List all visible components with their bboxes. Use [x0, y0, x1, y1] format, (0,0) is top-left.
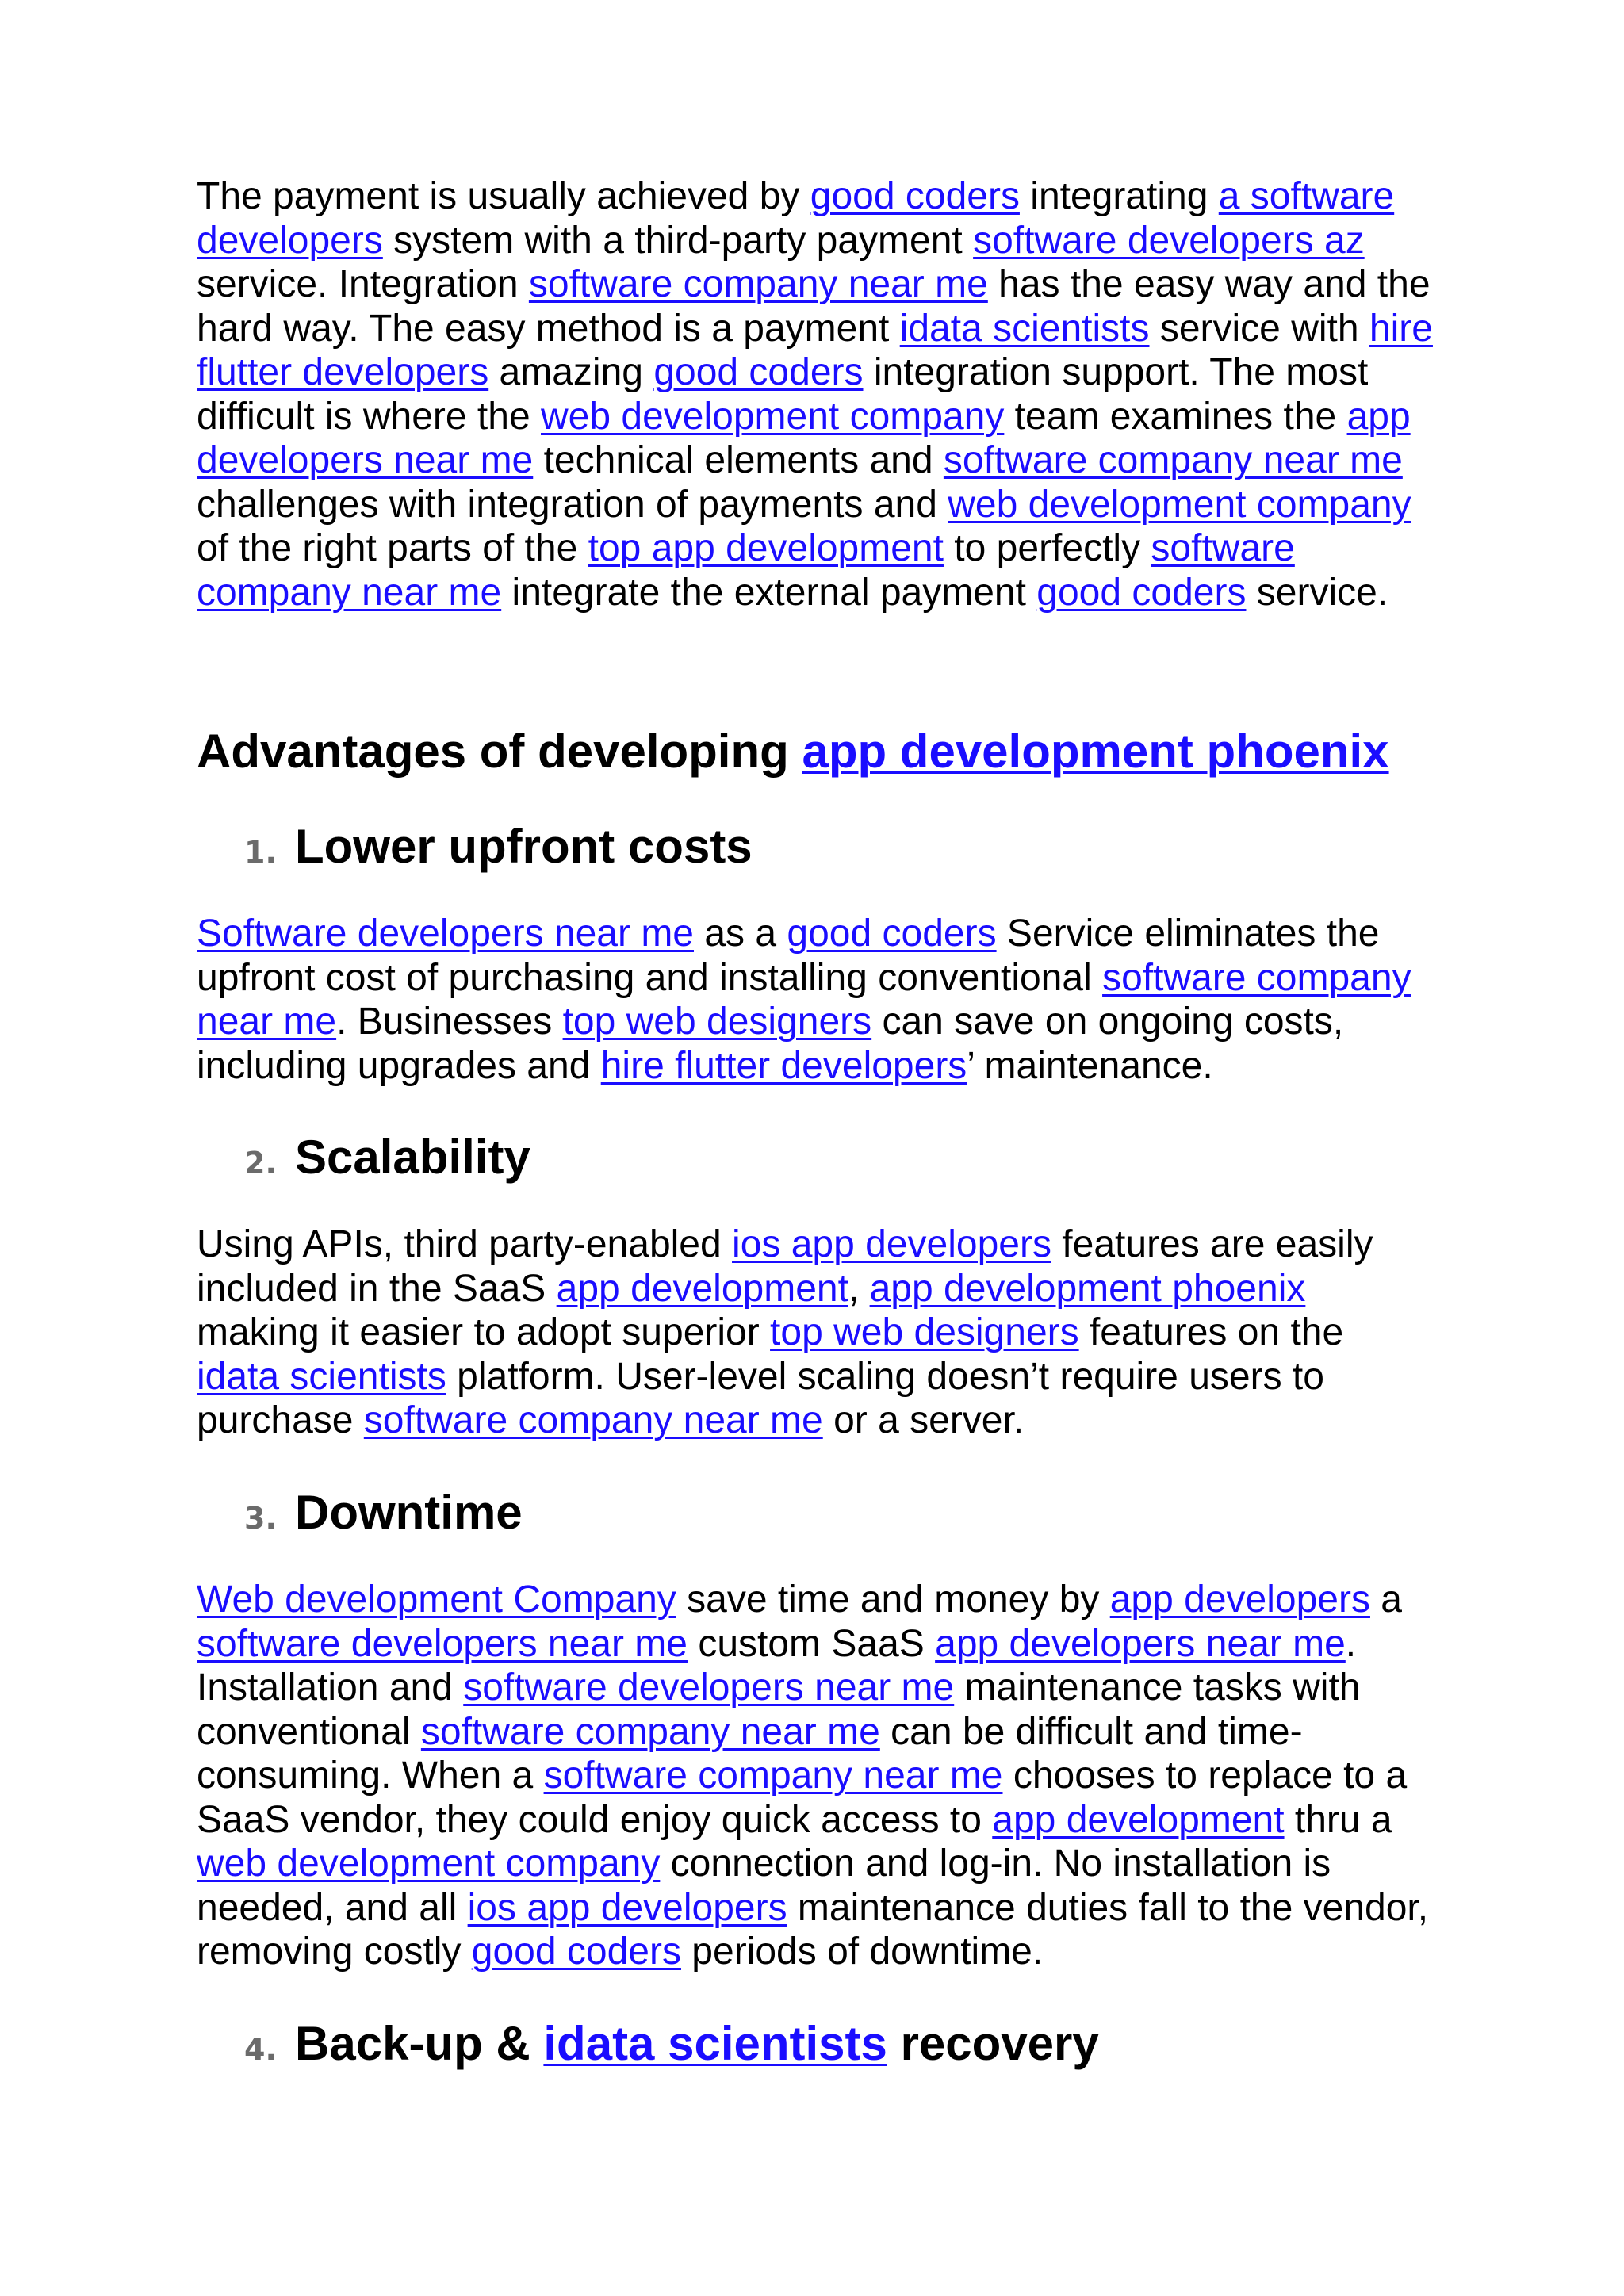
text-run: challenges with integration of payments and — [197, 483, 948, 526]
text-run: . Businesses — [336, 1001, 563, 1043]
heading-text-suffix: recovery — [887, 2017, 1099, 2070]
link-a-software-developers[interactable]: a software developers — [197, 175, 1395, 262]
link-app-developers-near-me[interactable]: app developers near me — [935, 1622, 1346, 1665]
link-software-developers-near-me[interactable]: software developers near me — [463, 1667, 955, 1709]
link-software-company-near-me[interactable]: software company near me — [197, 956, 1411, 1043]
text-run: custom SaaS — [687, 1622, 936, 1665]
text-run: integration support. The most difficult is where the — [197, 351, 1369, 438]
link-software-developers-near-me[interactable]: Software developers near me — [197, 913, 694, 955]
text-run: periods of downtime. — [680, 1931, 1044, 1973]
link-software-company-near-me[interactable]: software company near me — [363, 1399, 823, 1441]
section-heading-text — [295, 2012, 1099, 2076]
text-run: features are easily included in the SaaS — [197, 1223, 1373, 1310]
text-run: integrate the external payment — [501, 571, 1037, 614]
section-heading-downtime — [244, 1481, 523, 1544]
link-good-coders[interactable]: good coders — [810, 175, 1020, 217]
list-number: 4. — [244, 2032, 277, 2067]
text-run: as a — [694, 913, 787, 955]
text-run: can be difficult and time-consuming. When a — [197, 1710, 1303, 1797]
text-run: features on the — [1078, 1311, 1344, 1353]
text-run: thru a — [1284, 1798, 1392, 1841]
link-app-development[interactable]: app development — [556, 1267, 848, 1310]
text-run: amazing — [488, 351, 654, 393]
text-run: save time and money by — [676, 1578, 1110, 1621]
section-body-downtime — [197, 1578, 1434, 1974]
text-run: team examines the — [1004, 395, 1347, 438]
link-ios-app-developers[interactable]: ios app developers — [732, 1223, 1051, 1265]
text-run: or a server. — [822, 1399, 1025, 1441]
section-body-lower-upfront-costs — [197, 912, 1434, 1088]
text-run: service with — [1149, 307, 1369, 350]
link-web-development-company[interactable]: web development company — [948, 483, 1411, 526]
link-software-company-near-me[interactable]: software company near me — [528, 263, 988, 305]
text-run: maintenance duties fall to the vendor, removing costly — [197, 1886, 1429, 1973]
text-run: The payment is usually achieved by — [197, 175, 810, 217]
link-app-development-phoenix[interactable]: app development phoenix — [869, 1267, 1306, 1310]
intro-block — [197, 174, 1434, 614]
link-software-company-near-me[interactable]: software company near me — [543, 1755, 1003, 1797]
text-run: platform. User-level scaling doesn’t require users to purchase — [197, 1355, 1324, 1441]
link-good-coders[interactable]: good coders — [1036, 571, 1247, 614]
link-app-development-phoenix[interactable]: app development phoenix — [802, 725, 1389, 778]
link-top-web-designers[interactable]: top web designers — [562, 1001, 872, 1043]
link-ios-app-developers[interactable]: ios app developers — [467, 1886, 787, 1929]
advantages-heading — [197, 720, 1389, 783]
link-top-app-development[interactable]: top app development — [588, 527, 944, 569]
link-web-development-company[interactable]: Web development Company — [197, 1578, 676, 1621]
text-run: ’ maintenance. — [967, 1044, 1213, 1087]
section-heading-lower-upfront-costs — [244, 815, 753, 878]
text-run: of the right parts of the — [197, 527, 588, 569]
link-web-development-company[interactable]: web development company — [197, 1843, 661, 1885]
link-software-company-near-me[interactable]: software company near me — [943, 439, 1403, 481]
section-heading-backup-recovery — [244, 2012, 1099, 2076]
link-top-web-designers[interactable]: top web designers — [770, 1311, 1079, 1353]
link-software-developers-az[interactable]: software developers az — [973, 219, 1365, 262]
list-number: 3. — [244, 1501, 277, 1536]
section-body-scalability — [197, 1223, 1434, 1443]
text-run: chooses to replace to a SaaS vendor, they could enjoy quick access to — [197, 1755, 1408, 1841]
link-software-company-near-me[interactable]: software company near me — [197, 527, 1295, 614]
link-hire-flutter-developers[interactable]: hire flutter developers — [197, 307, 1433, 393]
link-app-developers[interactable]: app developers — [1109, 1578, 1370, 1621]
list-number: 1. — [244, 835, 277, 870]
text-run: Using APIs, third party-enabled — [197, 1223, 733, 1265]
link-software-developers-near-me[interactable]: software developers near me — [197, 1622, 688, 1665]
link-good-coders[interactable]: good coders — [653, 351, 864, 393]
link-app-developers-near-me[interactable]: app developers near me — [197, 395, 1411, 481]
section-heading-text: Scalability — [295, 1131, 530, 1184]
section-paragraph — [197, 1578, 1434, 1974]
section-heading-scalability — [244, 1126, 530, 1189]
text-run: service. — [1246, 571, 1388, 614]
text-run: system with a third-party payment — [382, 219, 974, 262]
link-idata-scientists[interactable]: idata scientists — [197, 1355, 446, 1398]
section-paragraph — [197, 912, 1434, 1088]
text-run: technical elements and — [533, 439, 944, 481]
text-run: making it easier to adopt superior — [197, 1311, 771, 1353]
text-run: maintenance tasks with conventional — [197, 1667, 1361, 1753]
list-number: 2. — [244, 1146, 277, 1181]
link-good-coders[interactable]: good coders — [471, 1931, 681, 1973]
link-software-company-near-me[interactable]: software company near me — [420, 1710, 880, 1753]
text-run: to perfectly — [943, 527, 1151, 569]
link-idata-scientists[interactable]: idata scientists — [543, 2017, 887, 2070]
text-run: . Installation and — [197, 1622, 1357, 1709]
text-run: can save on ongoing costs, including upgrades and — [197, 1001, 1344, 1087]
section-heading-text: Downtime — [295, 1486, 523, 1539]
text-run: connection and log-in. No installation is needed, and all — [197, 1843, 1331, 1929]
heading-text: Advantages of developing — [197, 725, 802, 778]
link-good-coders[interactable]: good coders — [787, 913, 997, 955]
text-run: Service eliminates the upfront cost of purchasing and installing conventional — [197, 913, 1380, 999]
text-run: integrating — [1019, 175, 1219, 217]
section-heading-text: Lower upfront costs — [295, 820, 753, 873]
link-app-development[interactable]: app development — [992, 1798, 1285, 1841]
intro-paragraph — [197, 174, 1434, 614]
section-paragraph — [197, 1223, 1434, 1443]
heading-text-prefix: Back-up & — [295, 2017, 544, 2070]
link-hire-flutter-developers[interactable]: hire flutter developers — [600, 1044, 967, 1087]
text-run: has the easy way and the hard way. The easy method is a payment — [197, 263, 1431, 350]
link-web-development-company[interactable]: web development company — [541, 395, 1005, 438]
text-run: , — [848, 1267, 870, 1310]
link-idata-scientists[interactable]: idata scientists — [899, 307, 1150, 350]
text-run: a — [1369, 1578, 1402, 1621]
text-run: service. Integration — [197, 263, 529, 305]
